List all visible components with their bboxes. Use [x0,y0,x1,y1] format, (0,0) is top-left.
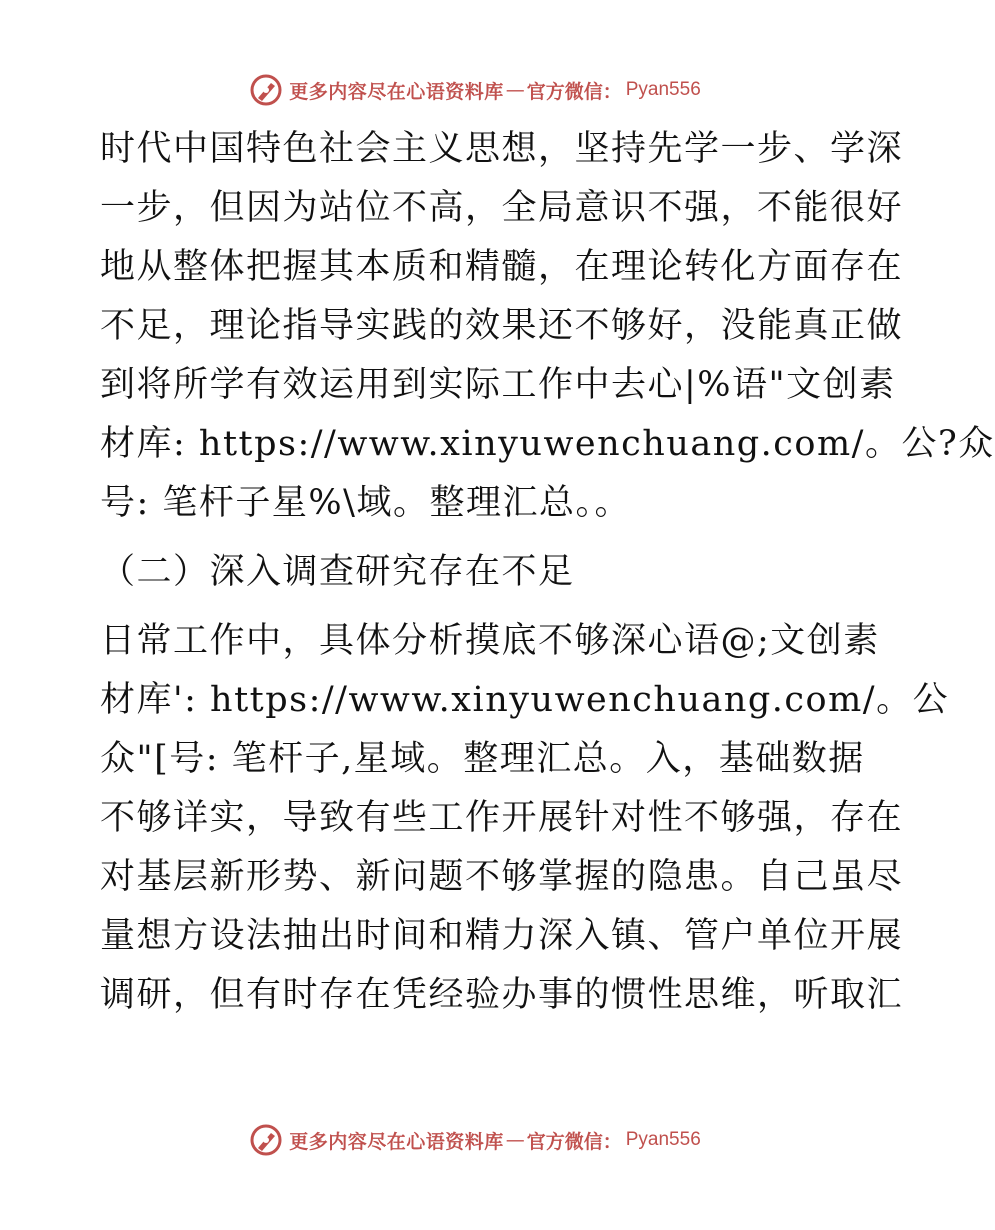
text-line: 材库: https://www.xinyuwenchuang.com/。公?众 [100,424,995,464]
document-body [100,120,995,1025]
watermark-prefix: 更多内容尽在心语资料库 [289,1130,504,1153]
text-line: 时代中国特色社会主义思想，坚持先学一步、学深 [100,129,904,169]
text-line: 量想方设法抽出时间和精力深入镇、管户单位开展 [100,916,904,956]
text-line: 号: 笔杆子星%\域。整理汇总。。 [100,483,631,523]
watermark-wechat-id: Pyan556 [625,1129,701,1150]
text-line: 众"[号: 笔杆子,星域。整理汇总。入，基础数据 [100,739,865,779]
watermark-separator: — [505,1129,525,1151]
text-line: 材库': https://www.xinyuwenchuang.com/。公 [100,680,950,720]
watermark-label: 官方微信： [526,1130,622,1153]
watermark-label: 官方微信： [526,80,622,103]
footer-watermark [0,1120,950,1160]
text-line: 调研，但有时存在凭经验办事的惯性思维，听取汇 [100,975,904,1015]
watermark-wechat-id: Pyan556 [625,79,701,100]
watermark-prefix: 更多内容尽在心语资料库 [289,80,504,103]
text-line: 一步，但因为站位不高，全局意识不强，不能很好 [100,188,904,228]
watermark-separator: — [505,79,525,101]
text-line: 对基层新形势、新问题不够掌握的隐患。自己虽尽 [100,857,904,897]
section-heading: （二）深入调查研究存在不足 [100,552,575,592]
red-pen-circle-logo-icon [249,1123,283,1157]
header-watermark [0,70,950,110]
text-line: 到将所学有效运用到实际工作中去心|%语"文创素 [100,365,896,405]
red-pen-circle-logo-icon [249,73,283,107]
text-line: 不足，理论指导实践的效果还不够好，没能真正做 [100,306,904,346]
text-line: 地从整体把握其本质和精髓，在理论转化方面存在 [100,247,904,287]
text-line: 日常工作中，具体分析摸底不够深心语@;文创素 [100,621,880,661]
text-line: 不够详实，导致有些工作开展针对性不够强，存在 [100,798,904,838]
